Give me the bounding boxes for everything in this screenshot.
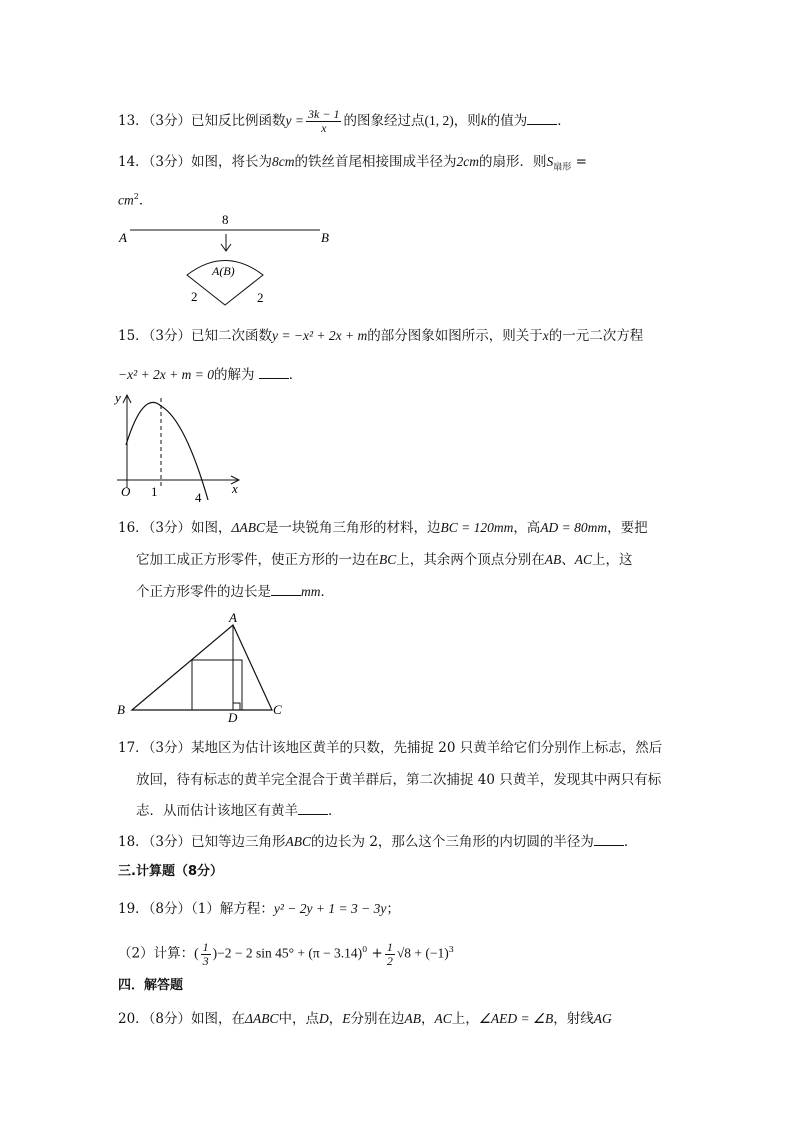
q14-label-r2: 2 — [257, 290, 264, 305]
q15-text-b: 的部分图象如图所示，则关于 — [367, 328, 543, 344]
q15-func: y = −x² + 2x + m — [272, 328, 368, 343]
q13-point: (1, 2) — [424, 113, 454, 128]
q14-line2 — [118, 187, 152, 211]
q13-mid: 的图象经过点 — [343, 113, 425, 129]
q20-text-a: 20．（8分）如图，在 — [118, 1011, 246, 1027]
q19-expr2: √8 + (−1) — [396, 945, 449, 961]
q16-text-a: 16．（3分）如图， — [118, 520, 232, 536]
q15-eq: −x² + 2x + m = 0 — [118, 367, 214, 382]
q16-unit: mm — [301, 584, 321, 599]
q20-tri: ΔABC — [245, 1011, 279, 1026]
q16-line2 — [136, 550, 633, 570]
q14-unit: cm — [118, 192, 134, 208]
q14-text-c: 的扇形．则 — [479, 154, 547, 170]
q17-line2 — [136, 770, 661, 790]
q13-var: k — [480, 113, 487, 128]
q14-label-b: B — [321, 230, 329, 245]
q18-answer-blank — [594, 833, 624, 846]
q20-e: E — [342, 1011, 351, 1026]
q14-label-8: 8 — [222, 212, 229, 227]
q13-end: ． — [557, 113, 571, 129]
q13-prefix: 13．（3分）已知反比例函数 — [118, 113, 286, 129]
q16-end: ． — [320, 584, 334, 600]
q16-text-i: 个正方形零件的边长是 — [136, 584, 271, 600]
q20-text-b: 中，点 — [278, 1011, 319, 1027]
q20-text-c: ， — [328, 1011, 343, 1027]
q14-len: 8cm — [272, 154, 295, 169]
q19-frac2-den: 2 — [386, 953, 393, 968]
section3-heading: 三.计算题（8分） — [118, 864, 223, 879]
q13-line — [118, 108, 571, 135]
q13-func-lhs: y = — [285, 113, 305, 128]
q16-text-b: 是一块锐角三角形的材料，边 — [264, 520, 441, 536]
q15-var: x — [542, 328, 549, 343]
q19-expr2-sup: 3 — [448, 945, 454, 954]
q16-triangle — [132, 625, 272, 710]
q16-tri: ΔABC — [231, 520, 265, 535]
q19-plus: + — [371, 945, 383, 962]
q19-frac2 — [385, 941, 395, 968]
q19-text-a: 19．（8分）（1）解方程： — [118, 901, 274, 917]
q16-line3 — [136, 582, 334, 602]
q17-line1 — [118, 738, 662, 758]
q14-eq: = — [575, 154, 587, 170]
q19-text-b: （2）计算： — [118, 945, 195, 962]
q16-figure — [115, 610, 295, 725]
q14-unit-sup: 2 — [133, 192, 139, 201]
q19-frac1-den: 3 — [202, 953, 209, 968]
q16-answer-blank — [271, 583, 301, 596]
q20-angle: ∠AED = ∠B — [478, 1011, 554, 1026]
q16-text-g: 、 — [561, 552, 575, 568]
q20-ag: AG — [593, 1011, 612, 1026]
q15-label-1: 1 — [151, 484, 158, 499]
q15-label-y: y — [115, 390, 121, 405]
q15-label-4: 4 — [195, 490, 202, 505]
q17-answer-blank — [298, 802, 328, 815]
q17-text-1: 17．（3分）某地区为估计该地区黄羊的只数，先捕捉 20 只黄羊给它们分别作上标志，然后 — [118, 740, 663, 756]
section4-heading: 四．解答题 — [118, 978, 184, 993]
q16-text-e: 它加工成正方形零件，使正方形的一边在 — [136, 552, 379, 568]
q18-tri: ABC — [285, 834, 312, 849]
q16-text-d: ，要把 — [607, 520, 648, 536]
q20-text-g: ，射线 — [553, 1011, 594, 1027]
q15-end: ． — [288, 367, 303, 383]
q14-end: ． — [138, 192, 153, 209]
q15-parabola — [126, 402, 208, 500]
q13-frac-den: x — [321, 121, 327, 135]
q13-suffix: 的值为 — [486, 113, 528, 129]
q16-text-c: ，高 — [513, 520, 541, 536]
q19-line1 — [118, 899, 400, 919]
q14-s: S — [546, 154, 554, 169]
q14-label-ab: A(B) — [212, 264, 235, 278]
q16-label-d: D — [228, 710, 238, 725]
q16-ac: AC — [574, 552, 593, 567]
q15-text-c: 的一元二次方程 — [548, 328, 644, 344]
q16-bc: BC = 120mm — [440, 520, 514, 535]
q14-label-r1: 2 — [191, 289, 198, 304]
q13-mid2: ，则 — [453, 113, 481, 129]
q15-label-x: x — [232, 481, 238, 496]
q20-line — [118, 1009, 612, 1029]
q16-label-c: C — [273, 702, 282, 717]
q13-fraction — [306, 108, 341, 135]
q14-line1 — [118, 152, 587, 178]
q19-frac1 — [201, 941, 211, 968]
q13-answer-blank — [527, 112, 557, 125]
q16-ad: AD = 80mm — [540, 520, 608, 535]
q14-rad: 2cm — [456, 154, 480, 169]
q19-frac1-num: 1 — [202, 939, 209, 954]
q17-text-3: 志．从而估计该地区有黄羊 — [136, 803, 298, 819]
q18-line — [118, 832, 637, 852]
q19-expr1-sup: 0 — [362, 945, 368, 954]
q20-ac: AC — [434, 1011, 452, 1026]
q15-answer-blank — [259, 366, 289, 379]
q19-eq1: y² − 2y + 1 = 3 − 3y — [273, 901, 387, 916]
q19-line2: （2）计算：( $\frac{1}{3}$ )−2 − 2 $\sin 45^\circ + (\pi - 3.14)^0$ + $\frac{1}{2}$ $√8 + (-1)^3$ — [118, 939, 454, 968]
q15-line2 — [118, 365, 302, 385]
q20-d: D — [318, 1011, 329, 1026]
q18-end: ． — [623, 834, 638, 850]
q17-text-2: 放回，待有标志的黄羊完全混合于黄羊群后，第二次捕捉 40 只黄羊，发现其中两只有标 — [136, 772, 662, 788]
q17-end: ． — [328, 803, 342, 819]
q13-frac-num: 3k − 1 — [308, 107, 340, 121]
q20-text-e: ， — [420, 1011, 435, 1027]
q19-expr1: −2 − 2 sin 45° + (π − 3.14) — [217, 945, 363, 961]
q14-figure — [115, 208, 345, 308]
q15-text-a: 15．（3分）已知二次函数 — [118, 328, 273, 344]
q18-text-b: 的边长为 2，那么这个三角形的内切圆的半径为 — [311, 834, 594, 850]
q14-s-sub: 扇形 — [553, 162, 572, 173]
q15-line1 — [118, 326, 643, 346]
q15-label-o: O — [121, 484, 131, 499]
q20-text-d: 分别在边 — [350, 1011, 405, 1027]
q16-line1 — [118, 518, 648, 538]
q14-text-b: 的铁丝首尾相接围成半径为 — [294, 154, 457, 170]
q19-eq1-end: ； — [386, 901, 400, 917]
q15-text-d: 的解为 — [213, 367, 255, 383]
q14-text-a: 14．（3分）如图，将长为 — [118, 154, 273, 170]
q16-label-a: A — [229, 610, 237, 625]
q20-text-f: 上， — [451, 1011, 479, 1027]
q16-label-b: B — [117, 702, 125, 717]
q16-text-f: 上，其余两个顶点分别在 — [396, 552, 545, 568]
q17-line3 — [136, 801, 342, 821]
q16-text-h: 上，这 — [592, 552, 633, 568]
q14-label-a: A — [119, 230, 127, 245]
q19-frac2-num: 1 — [386, 939, 393, 954]
q16-ab: AB — [544, 552, 562, 567]
q16-bc2: BC — [379, 552, 397, 567]
q20-ab: AB — [404, 1011, 421, 1026]
q16-right-angle-mark — [233, 703, 240, 710]
q18-text-a: 18．（3分）已知等边三角形 — [118, 834, 286, 850]
q15-figure — [115, 390, 250, 505]
